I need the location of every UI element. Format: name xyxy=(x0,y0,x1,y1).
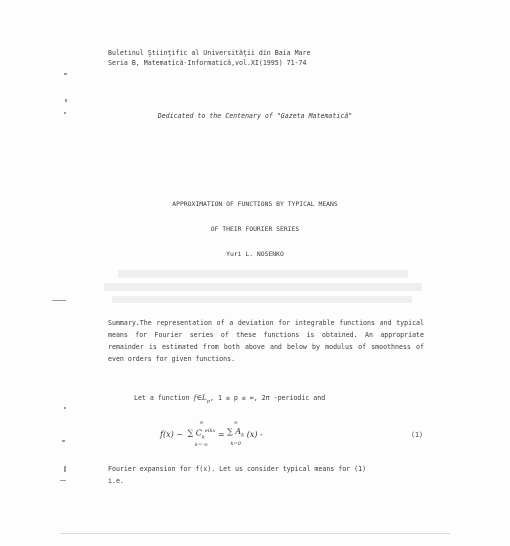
margin-mark xyxy=(64,407,66,409)
margin-mark xyxy=(64,466,66,472)
summary-text: The representation of a deviation for integrable functions and typical means for Fourier series of these functions is obtained. An appropriate remainder is estimated from both above and below by modulus of smoothness of even orders for given functions. xyxy=(108,319,424,363)
margin-mark xyxy=(65,99,67,102)
dedication: Dedicated to the Centenary of "Gazeta Matematică" xyxy=(157,112,353,120)
equation-equals: = xyxy=(217,430,225,439)
continuation-line1: Fourier expansion for f(x). Let us consider typical means for (1) xyxy=(108,465,367,473)
equation-sum2: ∞ ∑ $A_k$ k=0 xyxy=(227,420,245,447)
bleed-through-band xyxy=(112,296,412,303)
continuation-line2: i.e. xyxy=(108,477,124,485)
continuation-paragraph xyxy=(108,463,366,487)
equation-lhs: f(x) ~ xyxy=(160,430,183,439)
margin-mark xyxy=(64,73,67,75)
margin-mark xyxy=(52,300,66,301)
title-block xyxy=(0,197,510,261)
intro-prefix: Let a function xyxy=(134,394,190,402)
intro-math: $f\in L_p$ xyxy=(193,393,211,405)
scan-edge-line xyxy=(60,533,450,534)
author-name: Yuri L. NOSENKO xyxy=(226,250,284,258)
journal-header-line1: Buletinul Ştiinţific al Universităţii din Baia Mare xyxy=(108,49,311,57)
fourier-series-equation xyxy=(160,421,263,448)
intro-condition: , 1 ≤ p ≤ ∞, 2π xyxy=(210,394,270,402)
margin-mark xyxy=(62,440,65,442)
journal-header xyxy=(108,48,310,68)
intro-line xyxy=(134,393,325,407)
equation-sum1: ∞ ∑ $C_k^{eikx}$ k=-∞ xyxy=(187,420,216,449)
margin-mark xyxy=(60,480,66,481)
summary-paragraph xyxy=(108,317,424,365)
paper-title-line1: APPROXIMATION OF FUNCTIONS BY TYPICAL MEANS xyxy=(172,200,338,208)
intro-suffix: -periodic and xyxy=(273,394,326,402)
equation-tail: (x) - xyxy=(246,430,263,439)
equation-number: (1) xyxy=(411,431,423,439)
bleed-through-band xyxy=(118,270,408,278)
bleed-through-band xyxy=(104,283,422,291)
paper-title-line2: OF THEIR FOURIER SERIES xyxy=(210,225,300,233)
summary-label: Summary. xyxy=(108,319,140,327)
journal-header-line2: Seria B, Matematică-Informatică,vol.XI(1995) 71-74 xyxy=(108,59,307,67)
